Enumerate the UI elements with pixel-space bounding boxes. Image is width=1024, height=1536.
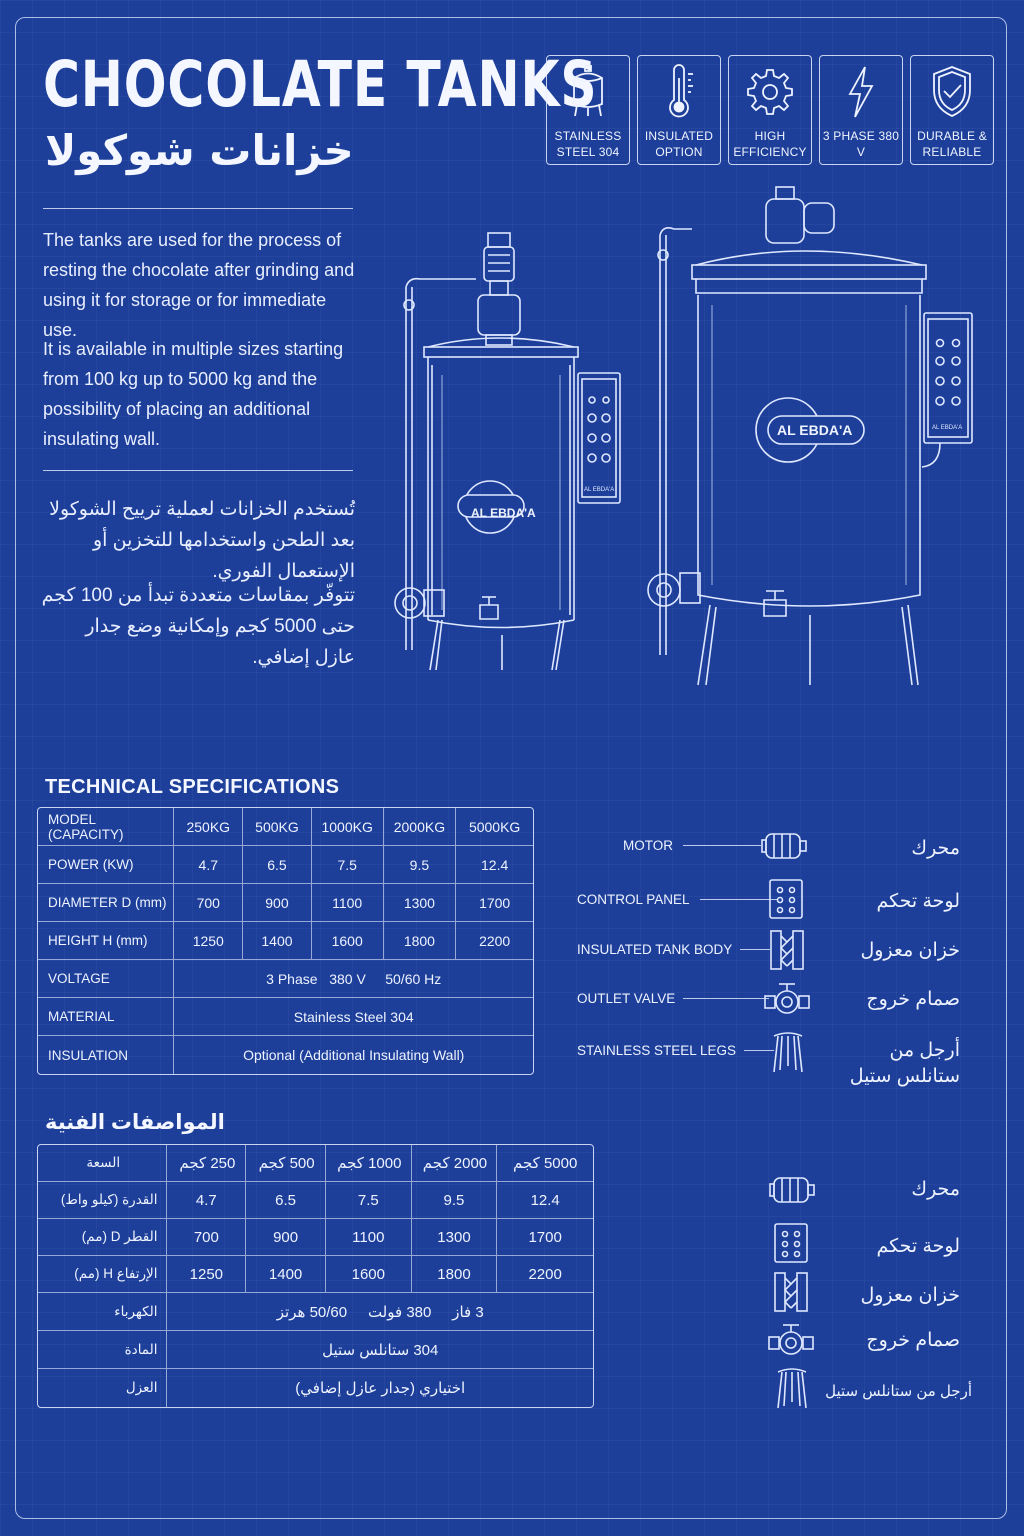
table-cell: 9.5: [412, 1182, 498, 1219]
table-cell: 1300: [412, 1219, 498, 1256]
table-cell: 6.5: [243, 846, 312, 884]
legend-item-insulated-body: [577, 942, 770, 957]
table-row: [38, 1182, 593, 1219]
table-cell: 1600: [326, 1256, 412, 1293]
control-panel-icon: [767, 877, 805, 921]
legend-label: MOTOR: [623, 838, 673, 853]
small-tank-illustration: [380, 225, 640, 670]
table-header-cell: 5000KG: [456, 808, 533, 846]
legend-item-legs: [577, 1043, 774, 1058]
row-label: INSULATION: [38, 1036, 174, 1074]
table-row: [38, 960, 533, 998]
table-row: [38, 1293, 593, 1331]
table-header-cell: 5000 كجم: [497, 1145, 593, 1182]
legend-label-ar: أرجل من ستانلس ستيل: [825, 1383, 972, 1400]
table-cell: 7.5: [326, 1182, 412, 1219]
feature-label: HIGH EFFICIENCY: [733, 129, 807, 159]
row-label: الكهرباء: [38, 1293, 167, 1331]
table-cell: 1600: [312, 922, 384, 960]
leader-line: [683, 998, 769, 999]
feature-label: STAINLESS STEEL 304: [554, 129, 622, 159]
lightning-icon: [838, 64, 884, 120]
legend-label-ar: صمام خروج: [866, 1330, 960, 1351]
table-cell: 1100: [312, 884, 384, 922]
table-header-cell: السعة: [38, 1145, 167, 1182]
feature-power: [819, 55, 903, 165]
feature-label: DURABLE & RELIABLE: [917, 129, 987, 159]
large-tank-brand: AL EBDA'A: [777, 422, 853, 438]
feature-efficiency: [728, 55, 812, 165]
table-row: [38, 884, 533, 922]
table-header-cell: 500 كجم: [246, 1145, 326, 1182]
leader-line: [700, 899, 778, 900]
table-cell: 1400: [243, 922, 312, 960]
specs-table-ar: [37, 1144, 594, 1408]
table-header-cell: 1000KG: [312, 808, 384, 846]
table-row: [38, 1219, 593, 1256]
tank-icon: [565, 64, 611, 120]
row-label: MATERIAL: [38, 998, 174, 1036]
row-label: HEIGHT H (mm): [38, 922, 174, 960]
legs-icon: [774, 1366, 810, 1410]
small-tank-logo: [378, 232, 536, 520]
table-header-cell: 1000 كجم: [326, 1145, 412, 1182]
table-row: [38, 1369, 593, 1407]
legend-label: INSULATED TANK BODY: [577, 942, 733, 957]
legend-label: OUTLET VALVE: [577, 991, 676, 1006]
table-cell: 700: [174, 884, 243, 922]
divider: [43, 208, 353, 209]
thermometer-icon: [656, 64, 702, 120]
table-cell: 2200: [456, 922, 533, 960]
table-row: [38, 846, 533, 884]
table-header-cell: 250KG: [174, 808, 243, 846]
table-header-row: [38, 808, 533, 846]
insulated-body-icon: [768, 928, 806, 972]
table-cell: 900: [243, 884, 312, 922]
small-tank-brand: AL EBDA'A: [471, 506, 536, 520]
table-cell: 700: [167, 1219, 246, 1256]
feature-badges: [546, 55, 994, 165]
legend-label: STAINLESS STEEL LEGS: [577, 1043, 737, 1058]
motor-icon: [760, 828, 808, 864]
table-cell: 1400: [246, 1256, 326, 1293]
table-cell: 1300: [384, 884, 457, 922]
table-row: [38, 1036, 533, 1074]
feature-durable: [910, 55, 994, 165]
table-row: [38, 1256, 593, 1293]
legend-label-ar: خزان معزول: [860, 940, 960, 961]
leader-line: [683, 845, 761, 846]
large-tank-logo: [640, 185, 853, 438]
shield-check-icon: [929, 64, 975, 120]
feature-label: 3 PHASE 380 V: [822, 129, 900, 159]
table-cell: 9.5: [384, 846, 457, 884]
table-cell: 3 Phase 380 V 50/60 Hz: [174, 960, 533, 998]
legend-label-ar: لوحة تحكم: [876, 1236, 960, 1257]
specs-title-ar: المواصفات الفنية: [45, 1111, 225, 1134]
divider: [43, 470, 353, 471]
table-cell: Optional (Additional Insulating Wall): [243, 1047, 465, 1063]
table-cell: اختياري (جدار عازل إضافي): [295, 1380, 466, 1397]
legend-label-ar: أرجل من ستانلس ستيل: [849, 1040, 960, 1087]
row-label: القدرة (كيلو واط): [38, 1182, 167, 1219]
table-cell: 1800: [384, 922, 457, 960]
gear-icon: [747, 64, 793, 120]
control-panel-icon: [772, 1221, 810, 1265]
specs-table: [37, 807, 534, 1075]
description-ar-1: تُستخدم الخزانات لعملية ترييح الشوكولا بعد الطحن واستخدامها للتخزين أو الإستعمال الفوري.: [49, 499, 355, 582]
table-header-cell: MODEL (CAPACITY): [38, 808, 174, 846]
legend-label-ar: لوحة تحكم: [876, 891, 960, 912]
table-row: [38, 922, 533, 960]
table-cell: 12.4: [456, 846, 533, 884]
table-cell: 12.4: [497, 1182, 593, 1219]
legs-icon: [770, 1030, 806, 1074]
table-cell: 1250: [174, 922, 243, 960]
table-cell: 1800: [412, 1256, 498, 1293]
table-cell: Stainless Steel 304: [174, 998, 533, 1036]
description-en-2: It is available in multiple sizes starting from 100 kg up to 5000 kg and the possibility of placing an additional insulating wall.: [43, 339, 344, 449]
table-header-cell: 250 كجم: [167, 1145, 246, 1182]
specs-title: TECHNICAL SPECIFICATIONS: [45, 776, 340, 798]
legend-label-ar: صمام خروج: [866, 989, 960, 1010]
legend-item-motor: [623, 838, 761, 853]
row-label: الإرتفاع H (مم): [38, 1256, 167, 1293]
feature-label: INSULATED OPTION: [644, 129, 714, 159]
svg-text:AL EBDA'A: AL EBDA'A: [584, 487, 615, 493]
description-ar-2: تتوفّر بمقاسات متعددة تبدأ من 100 كجم حتى 5000 كجم وإمكانية وضع جدار عازل إضافي.: [41, 585, 355, 668]
legend-label: CONTROL PANEL: [577, 892, 690, 907]
table-cell: 900: [246, 1219, 326, 1256]
table-row: [38, 1331, 593, 1369]
table-header-row: [38, 1145, 593, 1182]
insulated-body-icon: [772, 1270, 810, 1314]
legend-item-valve: [577, 991, 769, 1006]
legend-label-ar: خزان معزول: [860, 1285, 960, 1306]
table-cell: 1700: [456, 884, 533, 922]
row-label: المادة: [38, 1331, 167, 1369]
row-label: VOLTAGE: [38, 960, 174, 998]
row-label: POWER (KW): [38, 846, 174, 884]
table-cell: 1700: [497, 1219, 593, 1256]
feature-insulated: [637, 55, 721, 165]
page-title-arabic: خزانات شوكولا: [45, 126, 354, 175]
motor-icon: [768, 1172, 816, 1208]
table-header-cell: 500KG: [243, 808, 312, 846]
table-cell: 2200: [497, 1256, 593, 1293]
description-en-1: The tanks are used for the process of resting the chocolate after grinding and using it for storage or for immediate use.: [43, 230, 355, 340]
feature-stainless-steel: [546, 55, 630, 165]
row-label: العزل: [38, 1369, 167, 1407]
table-cell: 1100: [326, 1219, 412, 1256]
row-label: DIAMETER D (mm): [38, 884, 174, 922]
leader-line: [740, 949, 770, 950]
legend-label-ar: محرك: [911, 1179, 960, 1200]
legend-label-ar: محرك: [911, 838, 960, 859]
legend-item-control-panel: [577, 892, 778, 907]
page-title: CHOCOLATE TANKS: [43, 48, 598, 121]
table-cell: 1250: [167, 1256, 246, 1293]
table-header-cell: 2000KG: [384, 808, 457, 846]
table-cell: 4.7: [167, 1182, 246, 1219]
table-header-cell: 2000 كجم: [412, 1145, 498, 1182]
table-cell: 3 فاز 380 فولت 50/60 هرتز: [167, 1293, 593, 1331]
svg-text:AL EBDA'A: AL EBDA'A: [932, 425, 963, 431]
table-cell: 6.5: [246, 1182, 326, 1219]
table-row: [38, 998, 533, 1036]
valve-icon: [764, 980, 810, 1022]
valve-icon: [768, 1321, 814, 1363]
table-cell: 4.7: [174, 846, 243, 884]
table-cell: 7.5: [312, 846, 384, 884]
row-label: القطر D (مم): [38, 1219, 167, 1256]
table-cell: 304 ستانلس ستيل: [167, 1331, 593, 1369]
